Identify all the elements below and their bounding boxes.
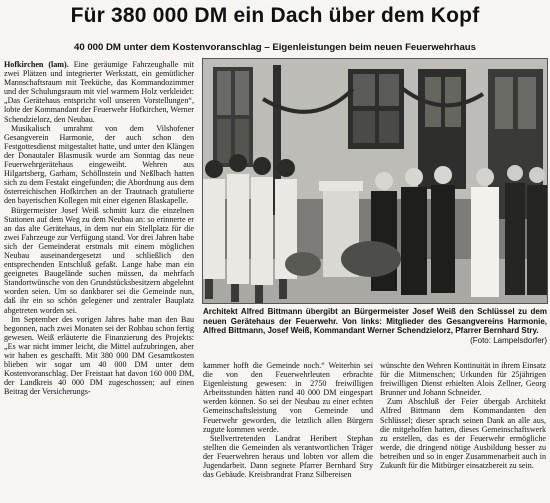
article-paragraph: Zum Abschluß der Feier übergab Architekt Alfred Bittmann dem Kommandanten den Schlüssel; dieser sprach seinen Dank an alle aus, die mitgeholfen hatten, dieses Gemeinschaftswerk zu erstellen, das es der Feuerwehr ermögliche werde, die dringend nötige Ausbildung besser zu betreiben und so in enger Zusammenarbeit auch in Zukunft für die Mitbürger einsatzbereit zu sein. — [380, 397, 546, 471]
headline: Für 380 000 DM ein Dach über dem Kopf — [70, 4, 480, 27]
article-paragraph: Musikalisch umrahmt von dem Vilshofener Gesangverein Harmonie, der auch schon den Festgottesdienst mitgestaltet hatte, und unter den Klängen der Donautaler Blasmusik wurde am Sonntag das neue Feuerwehrgerätehaus eingeweiht. Wehren aus Hilgartsberg, Garham, Schöllnstein und Neßlbach hatten sich zu dem Festakt eingefunden; die Abordnung aus dem österreichischen Hofkirchen an der Trautnach gratulierte den bayerischen Kollegen mit einer eigenen Blaskapelle. — [4, 123, 194, 206]
article-column-middle — [203, 361, 373, 503]
photo-illustration — [203, 59, 548, 304]
dateline: Hofkirchen (lam). — [4, 60, 69, 69]
article-paragraph: wünschte den Wehren Kontinuität in ihrem Einsatz für die Mitmenschen; Urkunden für 25jährigen freiwilligen Dienst erhielten Alois Zellner, Georg Brunner und Johann Schneider. — [380, 361, 546, 398]
article-column-left — [4, 60, 194, 503]
article-paragraph: Bürgermeister Josef Weiß schmitt kurz die einzelnen Stationen auf dem Weg zu dem Neubau an: so erinnerte er an das alte Gerätehaus, in dem nur ein Stellplatz für die zwei Fahrzeuge zur Verfügung stand. Vor drei Jahren habe sich der Gemeinderat erstmals mit einem möglichen Neubau auseinandergesetzt und schließlich den entsprechenden Entschluß gefaßt. Lange habe man ein geeignetes Baugelände suchen müssen, da mehrfach Standortwünsche von den Grundstücksbesitzern abgelehnt worden seien. Um so dankbarer sei die Gemeinde nun, daß ihr ein so schön gelegener und zentraler Bauplatz abgetreten worden sei. — [4, 205, 194, 315]
article-paragraph: Stellvertretenden Landrat Heribert Stephan stellten die Gemeinden als verantwortlichen Träger der Feuerwehren heraus und lobten vor allem die Jugendarbeit. Dann segnete Pfarrer Bernhard Stry das Gebäude. Kreisbrandrat Franz Silbereisen — [203, 433, 373, 480]
press-photo — [202, 58, 548, 304]
article-paragraph: kammer hofft die Gemeinde noch.“ Weiterhin sei die von den Feuerwehrleuten erbrachte Eigenleistung gewesen: in 2750 freiwilligen Arbeitsstunden hätten rund 40 000 DM eingespart werden können. So sei der Neubau zu einer echten Gemeinschaftsleistung von Gemeinde und Feuerwehr geworden, die letztlich allen Bürgern zugute kommen werde. — [203, 361, 373, 434]
article-column-right — [380, 361, 546, 503]
article-paragraph: Im September des vorigen Jahres habe man den Bau begonnen, nach zwei Monaten sei der Rohbau schon fertig gewesen. Weiß erläuterte die Finanzierung des Projekts: „Es war nicht immer leicht, die Mittel aufzubringen, aber wir haben es geschafft. Mit 380 000 DM Gesamtkosten blieben wir sogar um 40 000 DM unter dem Kostenvoranschlag. Der Freistaat hat davon 160 000 DM, der Landkreis 40 000 DM zugeschossen; auf einen Beitrag der Versicherungs- — [4, 314, 194, 397]
photo-credit: (Foto: Lampelsdorfer) — [470, 335, 547, 345]
subheadline: 40 000 DM unter dem Kostenvoranschlag – Eigenleistungen beim neuen Feuerwehrhaus — [74, 42, 476, 53]
article-paragraph: Hofkirchen (lam). Eine geräumige Fahrzeughalle mit zwei Plätzen und integrierter Werkstatt, ein gemütlicher Mannschaftsraum mit Teeküche, das Kommandozimmer und der Schulungsraum mit viel warmem Holz verkleidet: „Das Gerätehaus entspricht voll unseren Vorstellungen“, lobte der Kommandant der Feuerwehr Hofkirchen, Werner Schendzielorz, den Neubau. — [4, 60, 194, 124]
photo-caption — [203, 307, 547, 357]
caption-text: Architekt Alfred Bittmann übergibt an Bürgermeister Josef Weiß den Schlüssel zu dem neuen Gerätehaus der Feuerwehr. Von links: Mitglieder des Gesangvereins Harmonie, Alfred Bittmann, Josef Weiß, Kommandant Werner Schendzielorz, Pfarrer Bernhard Stry. — [203, 307, 547, 336]
